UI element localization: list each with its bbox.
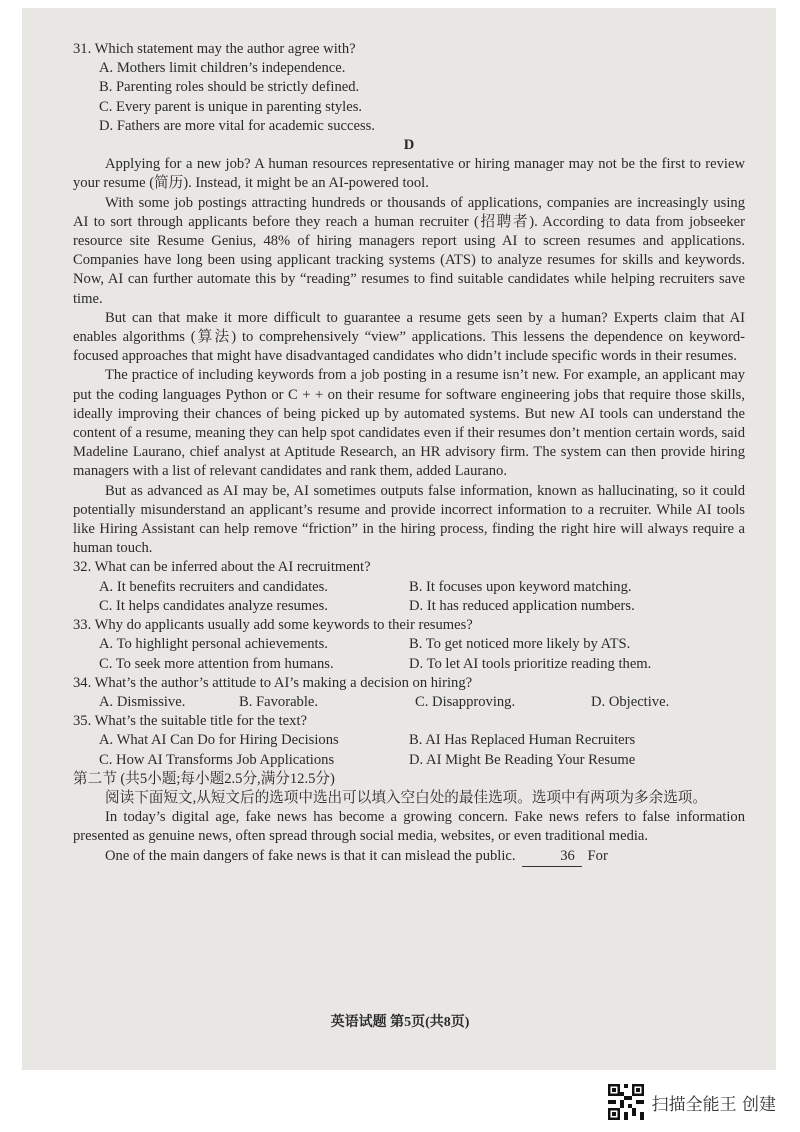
option-d: D. AI Might Be Reading Your Resume	[409, 751, 636, 768]
paragraph-5: But as advanced as AI may be, AI sometimes outputs false information, known as hallucinating, so it could potentially misunderstand an applicant’s resume and provide incorrect information to a recruiter. While AI tools like Hiring Assistant can help remove “friction” in the hiring process, finding the right hire will always require a human touch.	[73, 482, 745, 557]
option-b: B. To get noticed more likely by ATS.	[409, 636, 631, 653]
paragraph-tail: For	[587, 847, 608, 864]
part-2	[73, 770, 745, 867]
part-2-instruction: 阅读下面短文,从短文后的选项中选出可以填入空白处的最佳选项。选项中有两项为多余选项。	[105, 789, 707, 806]
exam-content	[73, 40, 745, 867]
option-d: D. To let AI tools prioritize reading them.	[409, 655, 652, 672]
option-c: C. Disapproving.	[415, 693, 516, 710]
question-stem: 33. Why do applicants usually add some keywords to their resumes?	[73, 617, 473, 634]
question-stem: 32. What can be inferred about the AI recruitment?	[73, 559, 371, 576]
passage-d	[73, 155, 745, 558]
paragraph-3: But can that make it more difficult to guarantee a resume gets seen by a human? Experts claim that AI enables algorithms (算法) to comprehensively “view” applications. This lessens the dependence on keyword-focused approaches that might have disadvantaged candidates who didn’t include specific words in their resumes.	[73, 309, 745, 365]
option-a: A. Dismissive.	[99, 693, 186, 710]
option-c: C. It helps candidates analyze resumes.	[99, 597, 328, 614]
part-2-paragraph-1: In today’s digital age, fake news has become a growing concern. Fake news refers to false information presented as genuine news, often spread through social media, websites, or even traditional media.	[73, 809, 745, 845]
scanner-watermark	[608, 1084, 776, 1120]
option-a: A. Mothers limit children’s independence.	[99, 60, 346, 77]
qr-code-icon	[608, 1084, 644, 1120]
question-stem: 35. What’s the suitable title for the text?	[73, 713, 307, 730]
option-a: A. To highlight personal achievements.	[99, 636, 328, 653]
watermark-text: 扫描全能王 创建	[651, 1094, 776, 1115]
option-b: B. It focuses upon keyword matching.	[409, 578, 632, 595]
part-2-heading: 第二节 (共5小题;每小题2.5分,满分12.5分)	[73, 770, 335, 787]
option-d: D. Fathers are more vital for academic success.	[99, 117, 375, 134]
option-c: C. Every parent is unique in parenting styles.	[99, 98, 363, 115]
page-footer: 英语试题 第5页(共8页)	[330, 1015, 470, 1030]
option-c: C. To seek more attention from humans.	[99, 655, 334, 672]
option-b: B. Parenting roles should be strictly defined.	[99, 79, 360, 96]
option-c: C. How AI Transforms Job Applications	[99, 751, 335, 768]
question-stem: 31. Which statement may the author agree with?	[73, 41, 356, 57]
paragraph-1: Applying for a new job? A human resources representative or hiring manager may not be the first to review your resume (简历). Instead, it might be an AI-powered tool.	[73, 156, 745, 192]
option-d: D. It has reduced application numbers.	[409, 597, 635, 614]
question-32	[73, 558, 745, 616]
section-label: D	[403, 137, 415, 154]
option-b: B. Favorable.	[239, 693, 319, 710]
paragraph-text: One of the main dangers of fake news is that it can mislead the public.	[105, 847, 516, 864]
question-34	[73, 674, 745, 712]
question-35	[73, 712, 745, 770]
option-a: A. What AI Can Do for Hiring Decisions	[99, 732, 339, 749]
part-2-paragraph-2	[73, 847, 745, 867]
option-b: B. AI Has Replaced Human Recruiters	[409, 732, 636, 749]
paragraph-2: With some job postings attracting hundreds or thousands of applications, companies are increasingly using AI to sort through applicants before they reach a human recruiter (招聘者). According to data from jobseeker resource site Resume Genius, 48% of hiring managers report using AI to screen resumes and applications. Companies have long been using applicant tracking systems (ATS) to analyze resumes for skills and keywords. Now, AI can further automate this by “reading” resumes to find suitable candidates while helping recruiters save time.	[73, 194, 745, 307]
question-stem: 34. What’s the author’s attitude to AI’s making a decision on hiring?	[73, 674, 473, 691]
option-a: A. It benefits recruiters and candidates.	[99, 578, 328, 595]
question-31	[73, 40, 745, 136]
option-d: D. Objective.	[591, 693, 670, 710]
paragraph-4: The practice of including keywords from a job posting in a resume isn’t new. For example, an applicant may put the coding languages Python or C + + on their resume for software engineering jobs that require those skills, ideally improving their chances of being picked up by automated systems. But new AI tools can understand the content of a resume, meaning they can help spot candidates even if their resumes don’t mention certain words, said Madeline Laurano, chief analyst at Aptitude Research, an HR advisory firm. The system can then provide hiring managers with a list of relevant candidates and rank them, added Laurano.	[73, 367, 745, 480]
blank-36: 36	[522, 847, 582, 867]
question-33	[73, 616, 745, 674]
